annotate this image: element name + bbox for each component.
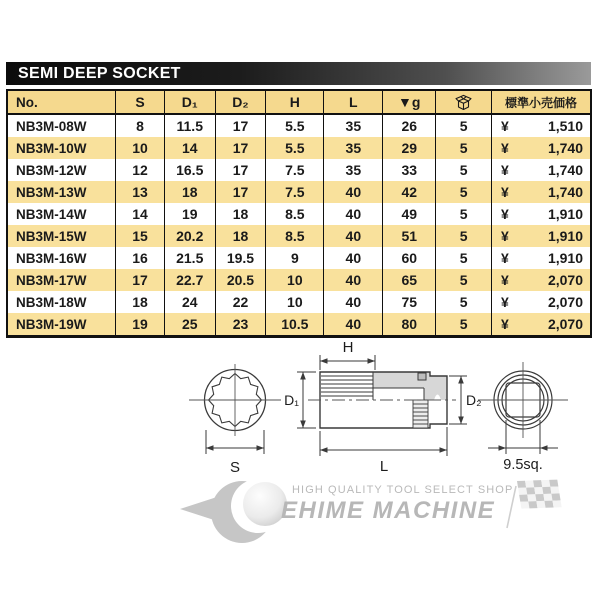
cell-l: 40 [324, 203, 383, 225]
dim-h [320, 355, 375, 370]
cell-no: NB3M-19W [16, 316, 87, 332]
cell-price [492, 159, 591, 181]
cell-l: 35 [324, 159, 383, 181]
cell-l: 40 [324, 225, 383, 247]
yen-sign: ¥ [501, 118, 509, 134]
cell-h: 9 [266, 247, 324, 269]
cell-g: 75 [383, 291, 436, 313]
price-value: 1,910 [547, 228, 583, 244]
cell-pack: 5 [436, 225, 492, 247]
cell-no: NB3M-15W [16, 228, 87, 244]
cell-d1: 11.5 [164, 114, 215, 137]
cell-g: 60 [383, 247, 436, 269]
price-value: 1,510 [547, 118, 583, 134]
cell-d1: 14 [164, 137, 215, 159]
cell-d2: 20.5 [215, 269, 266, 291]
cell-d1: 21.5 [164, 247, 215, 269]
cell-s: 17 [116, 269, 165, 291]
table-row [7, 159, 591, 181]
cell-d2: 17 [215, 181, 266, 203]
socket-dimension-diagram [0, 338, 600, 480]
cell-s: 15 [116, 225, 165, 247]
yen-sign: ¥ [501, 294, 509, 310]
rear-view-crosshair [478, 362, 568, 438]
cell-s: 19 [116, 313, 165, 337]
cell-price [492, 114, 591, 137]
price-value: 2,070 [547, 316, 583, 332]
cell-price [492, 291, 591, 313]
cell-s: 18 [116, 291, 165, 313]
socket-spec-table [6, 89, 592, 338]
cell-price [492, 137, 591, 159]
yen-sign: ¥ [501, 272, 509, 288]
cell-d2: 17 [215, 159, 266, 181]
cell-price [492, 203, 591, 225]
cell-price [492, 247, 591, 269]
cell-h: 10 [266, 291, 324, 313]
cell-pack: 5 [436, 247, 492, 269]
cell-s: 13 [116, 181, 165, 203]
cell-price [492, 181, 591, 203]
cell-d1: 19 [164, 203, 215, 225]
package-box-icon [454, 94, 473, 111]
cell-g: 42 [383, 181, 436, 203]
socket-side-view [308, 372, 456, 428]
cell-h: 10 [266, 269, 324, 291]
cell-no: NB3M-12W [16, 162, 87, 178]
cell-d2: 19.5 [215, 247, 266, 269]
table-row [7, 313, 591, 337]
label-l: L [379, 458, 389, 475]
cell-h: 5.5 [266, 137, 324, 159]
cell-d2: 22 [215, 291, 266, 313]
cell-d1: 25 [164, 313, 215, 337]
col-header-pack [436, 90, 492, 114]
checkered-flag-icon [500, 474, 572, 536]
cell-pack: 5 [436, 291, 492, 313]
cell-pack: 5 [436, 137, 492, 159]
cell-d2: 17 [215, 114, 266, 137]
col-header-s: S [116, 90, 165, 114]
cell-pack: 5 [436, 159, 492, 181]
cell-d1: 16.5 [164, 159, 215, 181]
cell-d2: 18 [215, 225, 266, 247]
cell-pack: 5 [436, 313, 492, 337]
cell-price [492, 313, 591, 337]
cell-no: NB3M-14W [16, 206, 87, 222]
cell-l: 40 [324, 247, 383, 269]
dim-l [320, 427, 447, 456]
cell-d1: 18 [164, 181, 215, 203]
cell-g: 49 [383, 203, 436, 225]
table-row [7, 137, 591, 159]
cell-pack: 5 [436, 181, 492, 203]
label-d2: D₂ [466, 392, 482, 408]
cell-no: NB3M-08W [16, 118, 87, 134]
table-row [7, 269, 591, 291]
cell-h: 5.5 [266, 114, 324, 137]
cell-no: NB3M-13W [16, 184, 87, 200]
col-header-weight: ▼g [383, 90, 436, 114]
cell-l: 35 [324, 114, 383, 137]
price-value: 2,070 [547, 272, 583, 288]
cell-g: 51 [383, 225, 436, 247]
cell-price [492, 225, 591, 247]
cell-g: 26 [383, 114, 436, 137]
cell-g: 33 [383, 159, 436, 181]
cell-s: 14 [116, 203, 165, 225]
header-row [7, 90, 591, 114]
cell-pack: 5 [436, 269, 492, 291]
dim-d2 [449, 376, 467, 424]
col-header-no: No. [7, 90, 116, 114]
cell-l: 40 [324, 291, 383, 313]
table-row [7, 181, 591, 203]
cell-g: 80 [383, 313, 436, 337]
cell-no: NB3M-17W [16, 272, 87, 288]
price-value: 1,910 [547, 206, 583, 222]
price-value: 1,740 [547, 162, 583, 178]
yen-sign: ¥ [501, 140, 509, 156]
cell-no: NB3M-18W [16, 294, 87, 310]
shop-brand-name: EHIME MACHINE [281, 497, 496, 524]
section-title-bar [6, 62, 591, 85]
label-s: S [229, 459, 241, 476]
col-header-d2: D₂ [215, 90, 266, 114]
yen-sign: ¥ [501, 206, 509, 222]
section-title: SEMI DEEP SOCKET [18, 64, 181, 82]
cell-g: 65 [383, 269, 436, 291]
cell-d1: 24 [164, 291, 215, 313]
cell-h: 10.5 [266, 313, 324, 337]
price-value: 2,070 [547, 294, 583, 310]
table-row [7, 225, 591, 247]
cell-h: 8.5 [266, 203, 324, 225]
shop-tagline: HIGH QUALITY TOOL SELECT SHOP [292, 484, 514, 496]
cell-d2: 23 [215, 313, 266, 337]
col-header-d1: D₁ [164, 90, 215, 114]
table-row [7, 291, 591, 313]
cell-d1: 20.2 [164, 225, 215, 247]
cell-h: 7.5 [266, 159, 324, 181]
table-row [7, 114, 591, 137]
cell-d1: 22.7 [164, 269, 215, 291]
yen-sign: ¥ [501, 228, 509, 244]
label-d1: D₁ [284, 392, 299, 408]
price-value: 1,740 [547, 140, 583, 156]
col-header-l: L [324, 90, 383, 114]
yen-sign: ¥ [501, 316, 509, 332]
cell-h: 8.5 [266, 225, 324, 247]
yen-sign: ¥ [501, 162, 509, 178]
label-h: H [342, 339, 354, 356]
spec-table-body [7, 114, 591, 337]
yen-sign: ¥ [501, 250, 509, 266]
front-view-crosshair [189, 364, 281, 436]
cell-pack: 5 [436, 203, 492, 225]
cell-no: NB3M-10W [16, 140, 87, 156]
cell-s: 8 [116, 114, 165, 137]
cell-s: 16 [116, 247, 165, 269]
cell-d2: 18 [215, 203, 266, 225]
cell-l: 40 [324, 269, 383, 291]
cell-d2: 17 [215, 137, 266, 159]
cell-g: 29 [383, 137, 436, 159]
yen-sign: ¥ [501, 184, 509, 200]
table-row [7, 247, 591, 269]
table-row [7, 203, 591, 225]
cell-l: 35 [324, 137, 383, 159]
label-drive-size: 9.5sq. [503, 457, 543, 473]
cell-l: 40 [324, 313, 383, 337]
price-value: 1,740 [547, 184, 583, 200]
cell-pack: 5 [436, 114, 492, 137]
price-value: 1,910 [547, 250, 583, 266]
cell-s: 10 [116, 137, 165, 159]
cell-l: 40 [324, 181, 383, 203]
knurl-band [413, 400, 428, 428]
cell-h: 7.5 [266, 181, 324, 203]
cell-no: NB3M-16W [16, 250, 87, 266]
col-header-h: H [266, 90, 324, 114]
cell-s: 12 [116, 159, 165, 181]
col-header-price: 標準小売価格 [492, 90, 591, 114]
cell-price [492, 269, 591, 291]
